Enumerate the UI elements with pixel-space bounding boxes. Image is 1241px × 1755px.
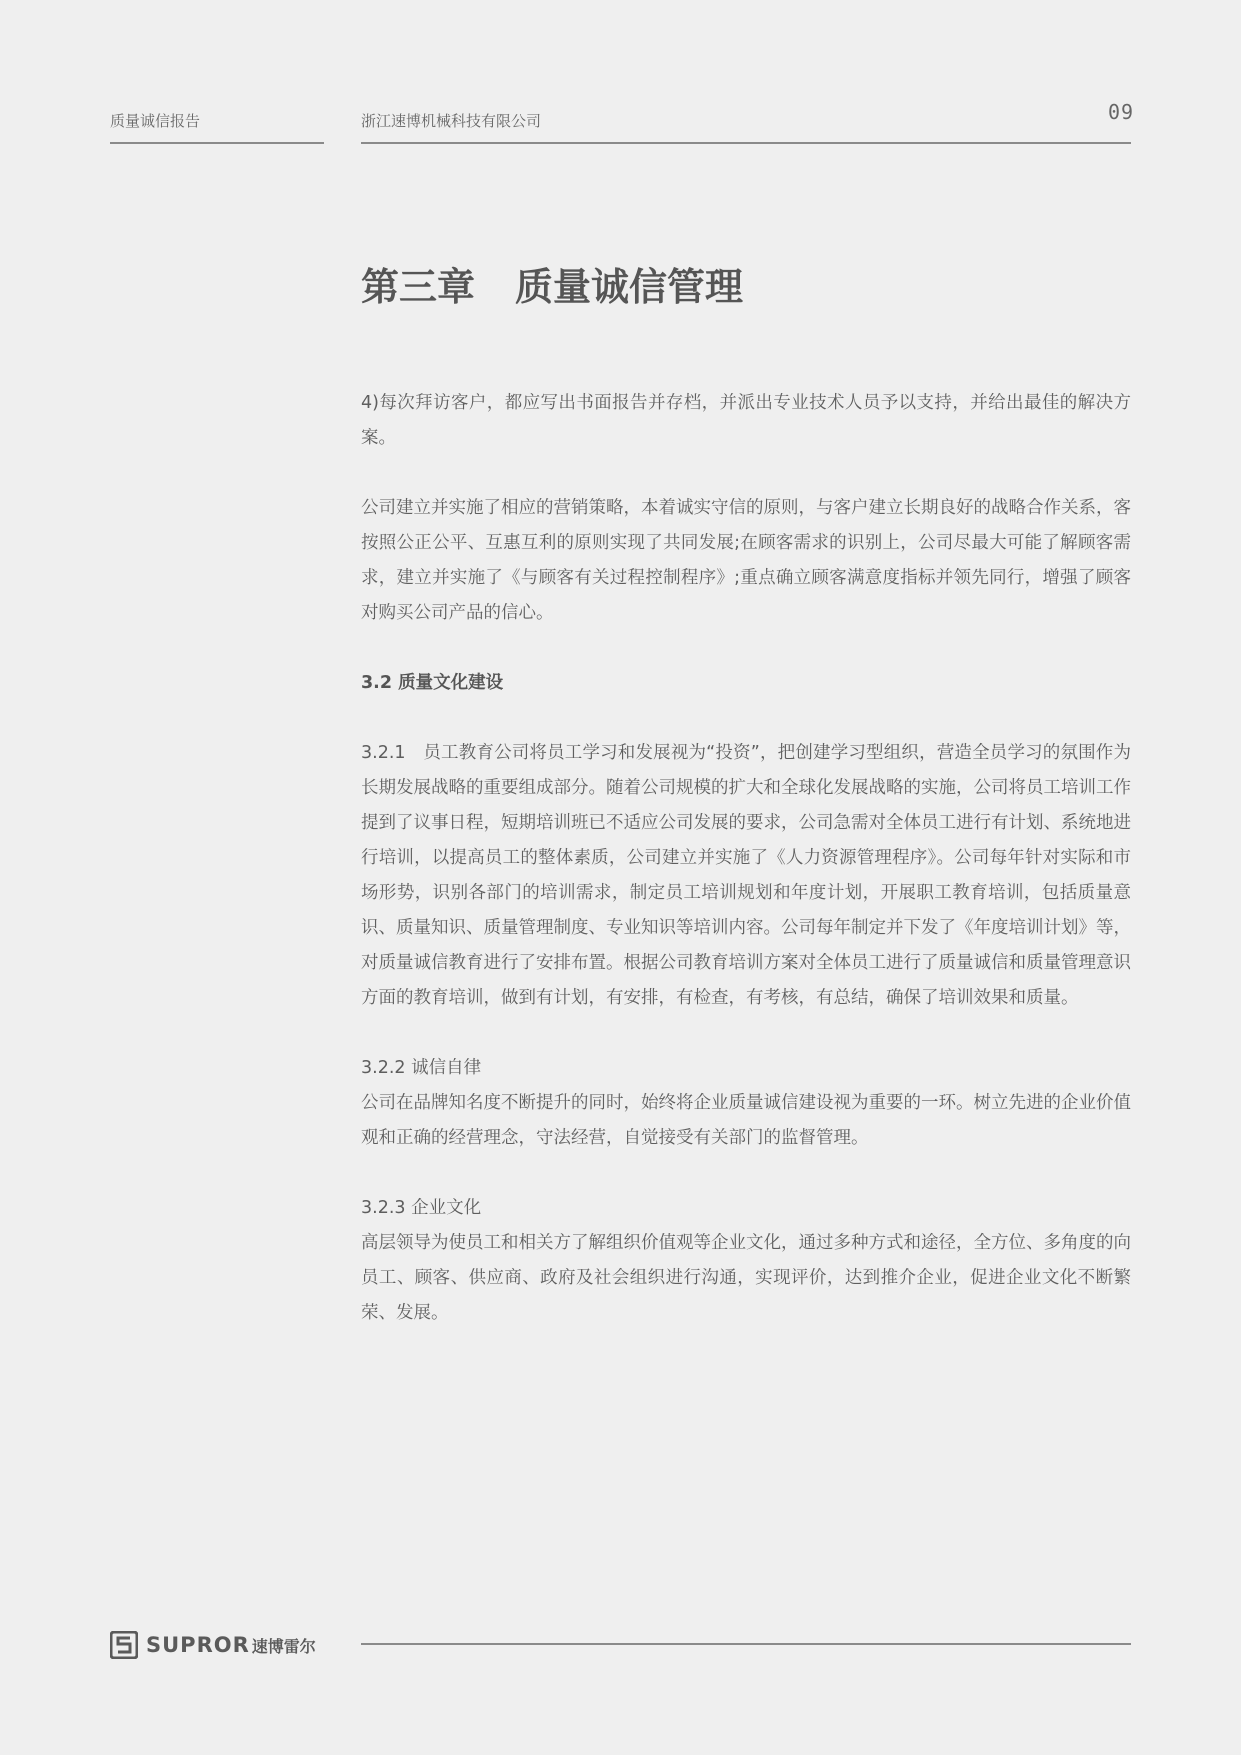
chapter-title xyxy=(361,256,743,311)
paragraph-visit-report: 4)每次拜访客户，都应写出书面报告并存档，并派出专业技术人员予以支持，并给出最佳的解决方案。 xyxy=(361,393,1131,448)
header-rule-right xyxy=(361,142,1131,144)
page-number: 09 xyxy=(1108,100,1135,124)
logo-text: SUPROR xyxy=(146,1633,250,1657)
subheading-corporate-culture: 3.2.3 企业文化 xyxy=(361,1198,482,1218)
chapter-number: 第三章 xyxy=(361,265,476,309)
body-content xyxy=(361,386,1131,1331)
logo-chinese: 速博雷尔 xyxy=(251,1636,316,1656)
report-title: 质量诚信报告 xyxy=(110,112,201,130)
footer-rule xyxy=(361,1643,1131,1645)
supror-logo-icon xyxy=(110,1631,138,1659)
paragraph-integrity: 公司在品牌知名度不断提升的同时，始终将企业质量诚信建设视为重要的一环。树立先进的企业价值观和正确的经营理念，守法经营，自觉接受有关部门的监督管理。 xyxy=(361,1093,1131,1148)
company-name: 浙江速博机械科技有限公司 xyxy=(361,112,542,130)
subheading-integrity: 3.2.2 诚信自律 xyxy=(361,1058,482,1078)
section-heading-quality-culture: 3.2 质量文化建设 xyxy=(361,673,504,693)
paragraph-marketing: 公司建立并实施了相应的营销策略，本着诚实守信的原则，与客户建立长期良好的战略合作关系，客按照公正公平、互惠互利的原则实现了共同发展;在顾客需求的识别上，公司尽最大可能了解顾客需求，建立并实施了《与顾客有关过程控制程序》;重点确立顾客满意度指标并领先同行，增强了顾客对购买公司产品的信心。 xyxy=(361,498,1131,623)
chapter-name: 质量诚信管理 xyxy=(515,265,744,309)
supror-logo xyxy=(110,1630,316,1660)
paragraph-corporate-culture: 高层领导为使员工和相关方了解组织价值观等企业文化，通过多种方式和途径，全方位、多角度的向员工、顾客、供应商、政府及社会组织进行沟通，实现评价，达到推介企业，促进企业文化不断繁荣、发展。 xyxy=(361,1233,1131,1323)
header-rule-left xyxy=(110,142,324,144)
paragraph-employee-education: 3.2.1 员工教育公司将员工学习和发展视为“投资”，把创建学习型组织，营造全员学习的氛围作为长期发展战略的重要组成部分。随着公司规模的扩大和全球化发展战略的实施，公司将员工培训工作提到了议事日程，短期培训班已不适应公司发展的要求，公司急需对全体员工进行有计划、系统地进行培训，以提高员工的整体素质，公司建立并实施了《人力资源管理程序》。公司每年针对实际和市场形势，识别各部门的培训需求，制定员工培训规划和年度计划，开展职工教育培训，包括质量意识、质量知识、质量管理制度、专业知识等培训内容。公司每年制定并下发了《年度培训计划》等，对质量诚信教育进行了安排布置。根据公司教育培训方案对全体员工进行了质量诚信和质量管理意识方面的教育培训，做到有计划，有安排，有检查，有考核，有总结，确保了培训效果和质量。 xyxy=(361,743,1131,1008)
